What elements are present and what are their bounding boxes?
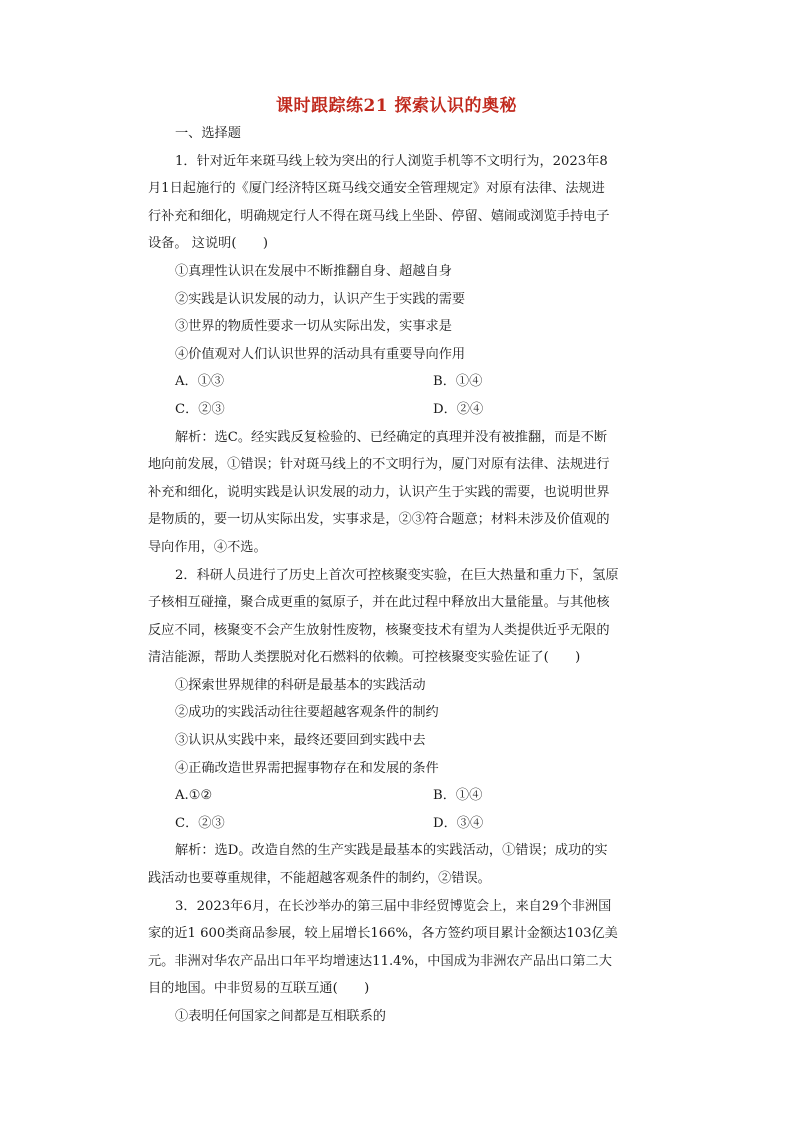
analysis-line: 导向作用，④不选。 bbox=[148, 539, 267, 555]
statement-option: ③世界的物质性要求一切从实际出发，实事求是 bbox=[175, 319, 452, 335]
question-stem-line: 目的地国。中非贸易的互联互通( ) bbox=[148, 981, 370, 997]
question-2 bbox=[148, 562, 645, 893]
question-stem-line: 月1日起施行的《厦门经济特区斑马线交通安全管理规定》对原有法律、法规进 bbox=[148, 181, 605, 197]
statement-option: ④正确改造世界需把握事物存在和发展的条件 bbox=[175, 760, 439, 776]
analysis-line: 践活动也要尊重规律，不能超越客观条件的制约，②错误。 bbox=[148, 871, 491, 887]
analysis-line: 是物质的，要一切从实际出发，实事求是，②③符合题意；材料未涉及价值观的 bbox=[148, 512, 610, 528]
answer-choices-row bbox=[148, 368, 645, 396]
statement-option: ①真理性认识在发展中不断推翻自身、超越自身 bbox=[175, 263, 452, 279]
question-stem-line: 设备。 这说明( ) bbox=[148, 236, 268, 252]
answer-choices-row bbox=[148, 396, 645, 424]
answer-choices-row bbox=[148, 810, 645, 838]
analysis-line: 解析：选D。改造自然的生产实践是最基本的实践活动，①错误；成功的实 bbox=[175, 843, 608, 859]
analysis-line: 地向前发展，①错误；针对斑马线上的不文明行为，厦门对原有法律、法规进行 bbox=[148, 457, 610, 473]
question-1 bbox=[148, 148, 645, 562]
question-stem-line: 行补充和细化，明确规定行人不得在斑马线上坐卧、停留、嬉闹或浏览手持电子 bbox=[148, 208, 610, 224]
choice-b: B．①④ bbox=[433, 374, 483, 390]
question-stem-line: 3．2023年6月，在长沙举办的第三届中非经贸博览会上，来自29个非洲国 bbox=[175, 898, 612, 914]
choice-a: A．①③ bbox=[175, 374, 225, 390]
statement-option: ③认识从实践中来，最终还要回到实践中去 bbox=[175, 733, 426, 749]
choice-a: A.①② bbox=[175, 788, 213, 804]
question-stem-line: 反应不同，核聚变不会产生放射性废物，核聚变技术有望为人类提供近乎无限的 bbox=[148, 622, 610, 638]
choice-c: C．②③ bbox=[175, 401, 225, 417]
statement-option: ④价值观对人们认识世界的活动具有重要导向作用 bbox=[175, 346, 466, 362]
statement-option: ②实践是认识发展的动力，认识产生于实践的需要 bbox=[175, 291, 466, 307]
choice-b: B．①④ bbox=[433, 788, 483, 804]
question-3 bbox=[148, 893, 645, 1031]
analysis-line: 补充和细化，说明实践是认识发展的动力，认识产生于实践的需要，也说明世界 bbox=[148, 484, 610, 500]
statement-option: ①表明任何国家之间都是互相联系的 bbox=[175, 1009, 386, 1024]
question-stem-line: 清洁能源，帮助人类摆脱对化石燃料的依赖。可控核聚变实验佐证了( ) bbox=[148, 650, 581, 666]
question-stem-line: 元。非洲对华农产品出口年平均增速达11.4%，中国成为非洲农产品出口第二大 bbox=[148, 953, 612, 969]
document-page bbox=[148, 94, 645, 1031]
section-heading: 一、选择题 bbox=[175, 126, 241, 141]
question-stem-line: 家的近1 600类商品参展，较上届增长166%，各方签约项目累计金额达103亿美 bbox=[148, 926, 618, 942]
page-title: 课时跟踪练21 探索认识的奥秘 bbox=[275, 96, 518, 116]
choice-d: D．②④ bbox=[433, 401, 484, 417]
statement-option: ②成功的实践活动往往要超越客观条件的制约 bbox=[175, 705, 439, 721]
choice-d: D．③④ bbox=[433, 815, 484, 831]
question-stem-line: 2．科研人员进行了历史上首次可控核聚变实验，在巨大热量和重力下，氢原 bbox=[175, 567, 619, 583]
question-stem-line: 1．针对近年来斑马线上较为突出的行人浏览手机等不文明行为，2023年8 bbox=[175, 153, 608, 169]
statement-option: ①探索世界规律的科研是最基本的实践活动 bbox=[175, 677, 426, 693]
answer-choices-row bbox=[148, 782, 645, 810]
choice-c: C．②③ bbox=[175, 815, 225, 831]
question-stem-line: 子核相互碰撞，聚合成更重的氦原子，并在此过程中释放出大量能量。与其他核 bbox=[148, 595, 610, 611]
analysis-line: 解析：选C。经实践反复检验的、已经确定的真理并没有被推翻，而是不断 bbox=[175, 429, 608, 445]
